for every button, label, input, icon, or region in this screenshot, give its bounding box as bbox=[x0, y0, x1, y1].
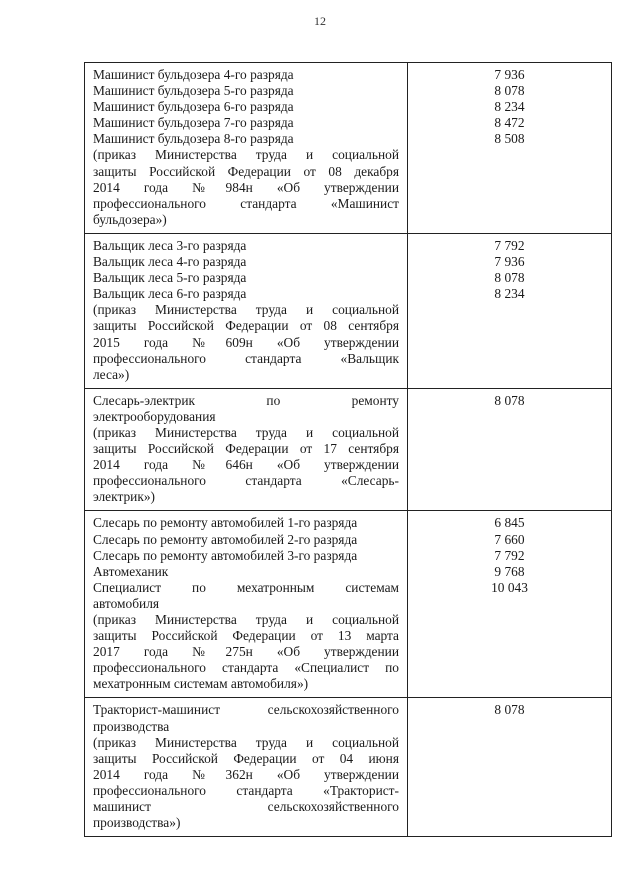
order-reference-line: 2014 года №646н «Об утверждении bbox=[93, 457, 399, 473]
order-reference-line: защиты Российской Федерации от 13 марта bbox=[93, 628, 399, 644]
page-number: 12 bbox=[314, 14, 326, 28]
profession-cell bbox=[85, 511, 408, 698]
profession-title: Машинист бульдозера 8-го разряда bbox=[93, 131, 294, 147]
profession-title: производства bbox=[93, 718, 170, 734]
order-reference-line: (приказ Министерства труда и социальной bbox=[93, 424, 399, 440]
profession-title: Слесарь по ремонту автомобилей 1-го разряда bbox=[93, 515, 358, 531]
profession-title: Слесарь-электрик по ремонту bbox=[93, 392, 399, 408]
profession-title: Вальщик леса 3-го разряда bbox=[93, 237, 247, 253]
table-row bbox=[85, 511, 612, 698]
profession-cell bbox=[85, 63, 408, 234]
salary-value: 6 845 bbox=[494, 515, 525, 531]
salary-cell bbox=[408, 233, 612, 388]
profession-title: Вальщик леса 4-го разряда bbox=[93, 254, 247, 270]
order-reference-line: (приказ Министерства труда и социальной bbox=[93, 612, 399, 627]
profession-title: Вальщик леса 5-го разряда bbox=[93, 270, 247, 286]
table-row bbox=[85, 233, 612, 388]
profession-title: Вальщик леса 6-го разряда bbox=[93, 286, 247, 302]
salary-value: 8 078 bbox=[494, 270, 525, 286]
table-row bbox=[85, 388, 612, 511]
salary-cell bbox=[408, 388, 612, 511]
order-reference-line: защиты Российской Федерации от 17 сентября bbox=[93, 441, 399, 457]
profession-title: Слесарь по ремонту автомобилей 2-го разряда bbox=[93, 531, 358, 547]
salary-value: 8 234 bbox=[494, 99, 525, 115]
order-reference-line: защиты Российской Федерации от 08 декабря bbox=[93, 163, 399, 179]
salary-cell bbox=[408, 63, 612, 234]
order-reference-line: защиты Российской Федерации от 04 июня bbox=[93, 750, 399, 766]
profession-title: Машинист бульдозера 4-го разряда bbox=[93, 67, 294, 82]
profession-title: Машинист бульдозера 5-го разряда bbox=[93, 83, 294, 99]
order-reference-line: мехатронным системам автомобиля») bbox=[93, 676, 309, 692]
order-reference-line: 2017 года №275н «Об утверждении bbox=[93, 644, 399, 660]
salary-value: 7 936 bbox=[494, 67, 525, 82]
salary-value: 10 043 bbox=[491, 579, 528, 595]
order-reference-line: 2015 года №609н «Об утверждении bbox=[93, 334, 399, 350]
order-reference-line: электрик») bbox=[93, 489, 155, 505]
profession-title: Автомеханик bbox=[93, 563, 169, 579]
salary-value: 8 508 bbox=[494, 131, 525, 147]
table-row bbox=[85, 63, 612, 234]
order-reference-line: профессионального стандарта «Вальщик bbox=[93, 350, 399, 366]
salary-cell bbox=[408, 511, 612, 698]
order-reference-line: профессионального стандарта «Слесарь- bbox=[93, 473, 399, 489]
salary-value: 7 660 bbox=[494, 531, 525, 547]
salary-value: 7 936 bbox=[494, 254, 525, 270]
order-reference-line: машинист сельскохозяйственного bbox=[93, 799, 399, 815]
order-reference-line: бульдозера») bbox=[93, 211, 167, 227]
salary-cell bbox=[408, 698, 612, 837]
profession-title: Слесарь по ремонту автомобилей 3-го разряда bbox=[93, 547, 358, 563]
table-row bbox=[85, 698, 612, 837]
salary-value: 8 234 bbox=[494, 286, 525, 302]
profession-cell bbox=[85, 388, 408, 511]
profession-title: автомобиля bbox=[93, 595, 160, 611]
profession-title: Машинист бульдозера 7-го разряда bbox=[93, 115, 294, 131]
salary-value: 8 472 bbox=[494, 115, 525, 131]
order-reference-line: защиты Российской Федерации от 08 сентября bbox=[93, 318, 399, 334]
order-reference-line: производства») bbox=[93, 815, 181, 831]
salary-value: 7 792 bbox=[494, 237, 525, 253]
profession-title: Тракторист-машинист сельскохозяйственного bbox=[93, 702, 399, 718]
profession-title: Машинист бульдозера 6-го разряда bbox=[93, 99, 294, 115]
salary-value: 8 078 bbox=[494, 392, 525, 408]
salary-value: 7 792 bbox=[494, 547, 525, 563]
wage-table bbox=[84, 62, 612, 837]
order-reference-line: (приказ Министерства труда и социальной bbox=[93, 147, 399, 163]
profession-title: Специалист по мехатронным системам bbox=[93, 579, 399, 595]
salary-value: 9 768 bbox=[494, 563, 525, 579]
profession-title: электрооборудования bbox=[93, 408, 216, 424]
order-reference-line: 2014 года №984н «Об утверждении bbox=[93, 179, 399, 195]
profession-cell bbox=[85, 698, 408, 837]
salary-value: 8 078 bbox=[494, 83, 525, 99]
order-reference-line: (приказ Министерства труда и социальной bbox=[93, 734, 399, 750]
order-reference-line: профессионального стандарта «Машинист bbox=[93, 195, 399, 211]
order-reference-line: профессионального стандарта «Тракторист- bbox=[93, 782, 399, 798]
profession-cell bbox=[85, 233, 408, 388]
order-reference-line: 2014 года №362н «Об утверждении bbox=[93, 766, 399, 782]
order-reference-line: (приказ Министерства труда и социальной bbox=[93, 302, 399, 318]
order-reference-line: профессионального стандарта «Специалист по bbox=[93, 660, 399, 676]
salary-value: 8 078 bbox=[494, 702, 525, 718]
order-reference-line: леса») bbox=[93, 366, 130, 382]
